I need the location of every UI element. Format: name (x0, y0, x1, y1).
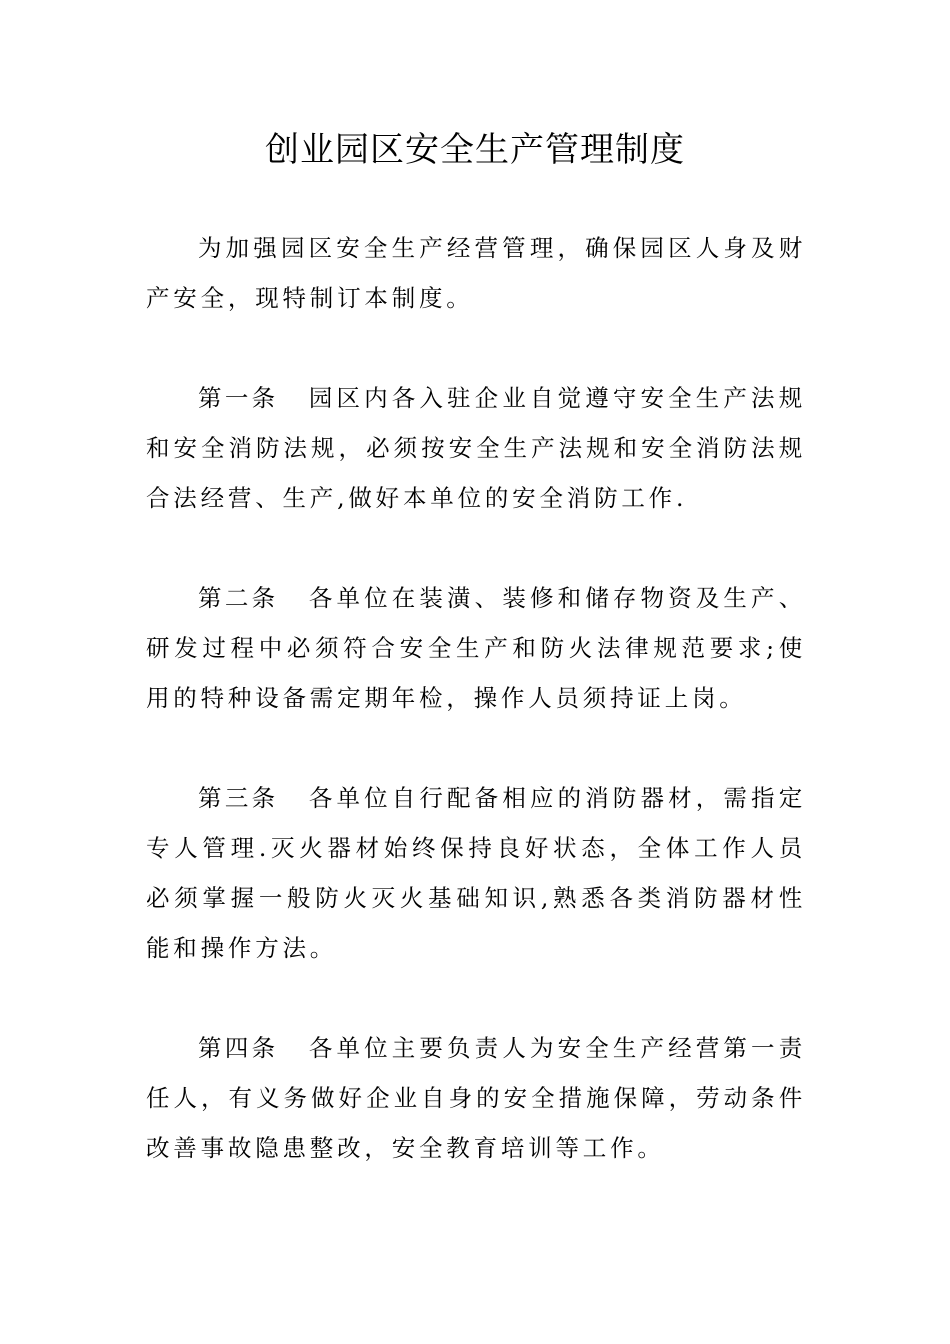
article-1 (146, 373, 806, 523)
article-2 (146, 573, 806, 723)
article-4 (146, 1023, 806, 1173)
article-4-heading: 第四条 (198, 1034, 279, 1062)
document-title: 创业园区安全生产管理制度 (265, 130, 685, 170)
article-1-text: 园区内各入驻企业自觉遵守安全生产法规和安全消防法规，必须按安全生产法规和安全消防法规合法经营、生产,做好本单位的安全消防工作. (146, 384, 806, 512)
article-3 (146, 773, 806, 973)
intro-paragraph: 为加强园区安全生产经营管理，确保园区人身及财产安全，现特制订本制度。 (146, 234, 806, 312)
article-3-text: 各单位自行配备相应的消防器材，需指定专人管理.灭火器材始终保持良好状态，全体工作人员必须掌握一般防火灭火基础知识,熟悉各类消防器材性能和操作方法。 (146, 784, 806, 962)
article-3-heading: 第三条 (198, 784, 279, 812)
article-1-heading: 第一条 (198, 384, 279, 412)
article-2-heading: 第二条 (198, 584, 279, 612)
article-4-text: 各单位主要负责人为安全生产经营第一责任人，有义务做好企业自身的安全措施保障，劳动条件改善事故隐患整改，安全教育培训等工作。 (146, 1034, 806, 1162)
article-2-text: 各单位在装潢、装修和储存物资及生产、研发过程中必须符合安全生产和防火法律规范要求;使用的特种设备需定期年检，操作人员须持证上岗。 (146, 584, 806, 712)
